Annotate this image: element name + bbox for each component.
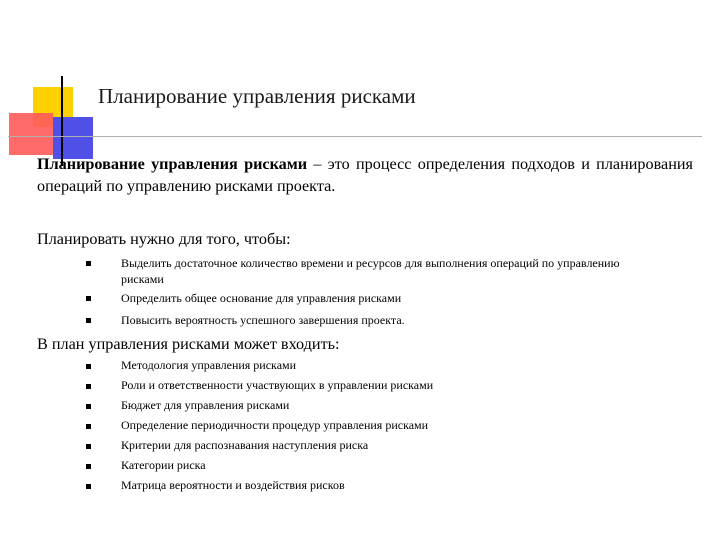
bullet-square-icon xyxy=(86,384,91,389)
list-item-text: Роли и ответственности участвующих в управлении рисками xyxy=(121,378,434,392)
bullet-square-icon xyxy=(86,464,91,469)
list-item-text: Критерии для распознавания наступления риска xyxy=(121,438,369,452)
bullet-square-icon xyxy=(86,424,91,429)
list-item-text: Методология управления рисками xyxy=(121,358,297,372)
intro-definition: – это процесс определения подходов и планирования операций по управлению рисками проекта. xyxy=(37,155,693,195)
intro-paragraph xyxy=(37,153,693,197)
list-item-text: Выделить достаточное количество времени и ресурсов для выполнения операций по управлению рисками xyxy=(121,256,620,286)
bullet-square-icon xyxy=(86,364,91,369)
list-item-text: Бюджет для управления рисками xyxy=(121,398,290,412)
section2-heading: В план управления рисками может входить: xyxy=(37,335,340,353)
title-underline xyxy=(8,136,702,137)
intro-term: Планирование управления рисками xyxy=(37,155,308,173)
bullet-square-icon xyxy=(86,296,91,301)
list-item-text: Повысить вероятность успешного завершения проекта. xyxy=(121,313,405,327)
list-item-text: Определить общее основание для управления рисками xyxy=(121,291,402,305)
decor-red-square xyxy=(9,113,53,155)
list-item-text: Матрица вероятности и воздействия рисков xyxy=(121,478,345,492)
bullet-square-icon xyxy=(86,444,91,449)
bullet-square-icon xyxy=(86,404,91,409)
list-item-text: Определение периодичности процедур управления рисками xyxy=(121,418,429,432)
bullet-square-icon xyxy=(86,261,91,266)
bullet-square-icon xyxy=(86,318,91,323)
slide-title: Планирование управления рисками xyxy=(98,84,416,108)
section1-heading: Планировать нужно для того, чтобы: xyxy=(37,230,291,248)
bullet-square-icon xyxy=(86,484,91,489)
list-item-text: Категории риска xyxy=(121,458,206,472)
